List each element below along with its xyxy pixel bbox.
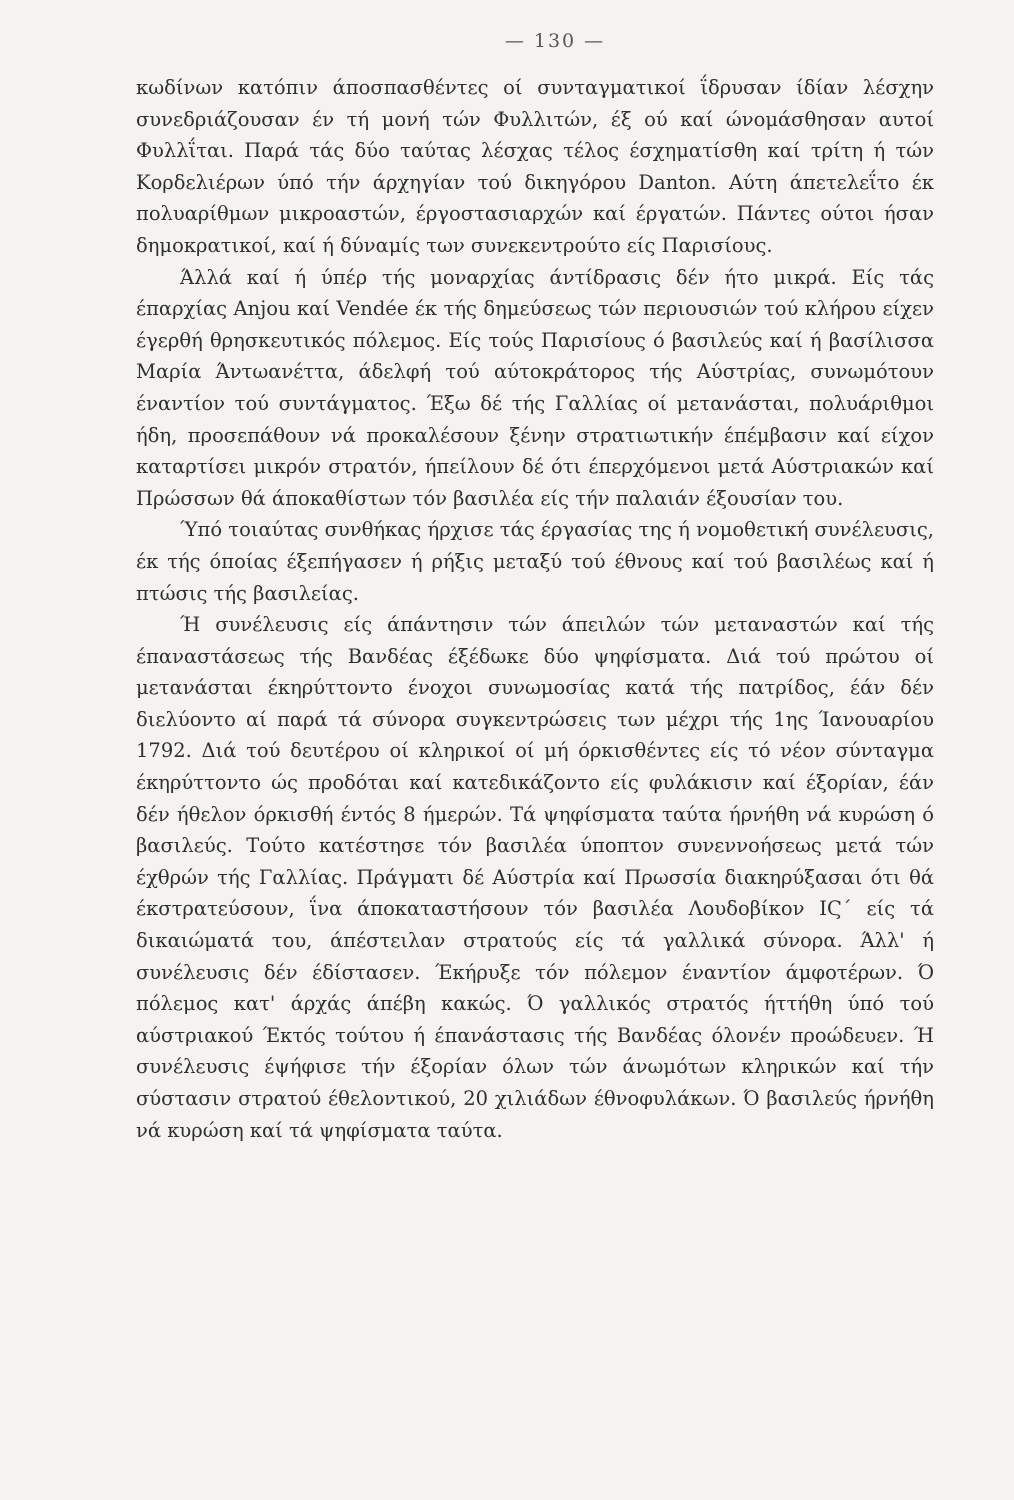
paragraph-1: κωδίνων κατόπιν άποσπασθέντες οί συνταγματικοί ΐδρυσαν ίδίαν λέσχην συνεδριάζουσαν έν τή μονή τών Φυλλιτών, έξ ού καί ώνομάσθησαν αυτοί Φυλλΐται. Παρά τάς δύο ταύτας λέσχας τέλος έσχηματίσθη καί τρίτη ή τών Κορδελιέρων ύπό τήν άρχηγίαν τού δικηγόρου Danton. Αύτη άπετελεΐτο έκ πολυαρίθμων μικροαστών, έργοστασιαρχών καί έργατών. Πάντες ούτοι ήσαν δημοκρατικοί, καί ή δύναμίς των συνεκεντρούτο είς Παρισίους. — [136, 76, 934, 257]
paragraph-4: Ή συνέλευσις είς άπάντησιν τών άπειλών τών μεταναστών καί τής έπαναστάσεως τής Βανδέας έξέδωκε δύο ψηφίσματα. Διά τού πρώτου οί μετανάσται έκηρύττοντο ένοχοι συνωμοσίας κατά τής πατρίδος, έάν δέν διελύοντο αί παρά τά σύνορα συγκεντρώσεις των μέχρι τής 1ης Ίανουαρίου 1792. Διά τού δευτέρου οί κληρικοί οί μή όρκισθέντες είς τό νέον σύνταγμα έκηρύττοντο ώς προδόται καί κατεδικάζοντο είς φυλάκισιν καί έξορίαν, έάν δέν ήθελον όρκισθή έντός 8 ήμερών. Τά ψηφίσματα ταύτα ήρνήθη νά κυρώση ό βασιλεύς. Τούτο κατέστησε τόν βασιλέα ύποπτον συνεννοήσεως μετά τών έχθρών τής Γαλλίας. Πράγματι δέ Αύστρία καί Πρωσσία διακηρύξασαι ότι θά έκστρατεύσουν, ΐνα άποκαταστήσουν τόν βασιλέα Λουδοβίκον ΙϚ΄ είς τά δικαιώματά του, άπέστειλαν στρατούς είς τά γαλλικά σύνορα. Άλλ' ή συνέλευσις δέν έδίστασεν. Έκήρυξε τόν πόλεμον έναντίον άμφοτέρων. Ό πόλεμος κατ' άρχάς άπέβη κακώς. Ό γαλλικός στρατός ήττήθη ύπό τού αύστριακού Έκτός τούτου ή έπανάστασις τής Βανδέας όλονέν προώδευεν. Ή συνέλευσις έψήφισε τήν έξορίαν όλων τών άνωμότων κληρικών καί τήν σύστασιν στρατού έθελοντικού, 20 χιλιάδων έθνοφυλάκων. Ό βασιλεύς ήρνήθη νά κυρώση καί τά ψηφίσματα ταύτα. — [136, 613, 934, 1142]
page-number: — 130 — — [504, 30, 606, 52]
paragraph-2: Άλλά καί ή ύπέρ τής μοναρχίας άντίδρασις δέν ήτο μικρά. Είς τάς έπαρχίας Anjou καί Vendée έκ τής δημεύσεως τών περιουσιών τού κλήρου είχεν έγερθή θρησκευτικός πόλεμος. Είς τούς Παρισίους ό βασιλεύς καί ή βασίλισσα Μαρία Άντωανέττα, άδελφή τού αύτοκράτορος τής Αύστρίας, συνωμότουν έναντίον τού συντάγματος. Έξω δέ τής Γαλλίας οί μετανάσται, πολυάριθμοι ήδη, προσεπάθουν νά προκαλέσουν ξένην στρατιωτικήν έπέμβασιν καί είχον καταρτίσει μικρόν στρατόν, ήπείλουν δέ ότι έπερχόμενοι μετά Αύστριακών καί Πρώσσων θά άποκαθίστων τόν βασιλέα είς τήν παλαιάν έξουσίαν του. — [136, 265, 934, 510]
body-text — [136, 72, 934, 1146]
paragraph-3: Ύπό τοιαύτας συνθήκας ήρχισε τάς έργασίας της ή νομοθετική συνέλευσις, έκ τής όποίας έξεπήγασεν ή ρήξις μεταξύ τού έθνους καί τού βασιλέως καί ή πτώσις τής βασιλείας. — [136, 518, 934, 605]
